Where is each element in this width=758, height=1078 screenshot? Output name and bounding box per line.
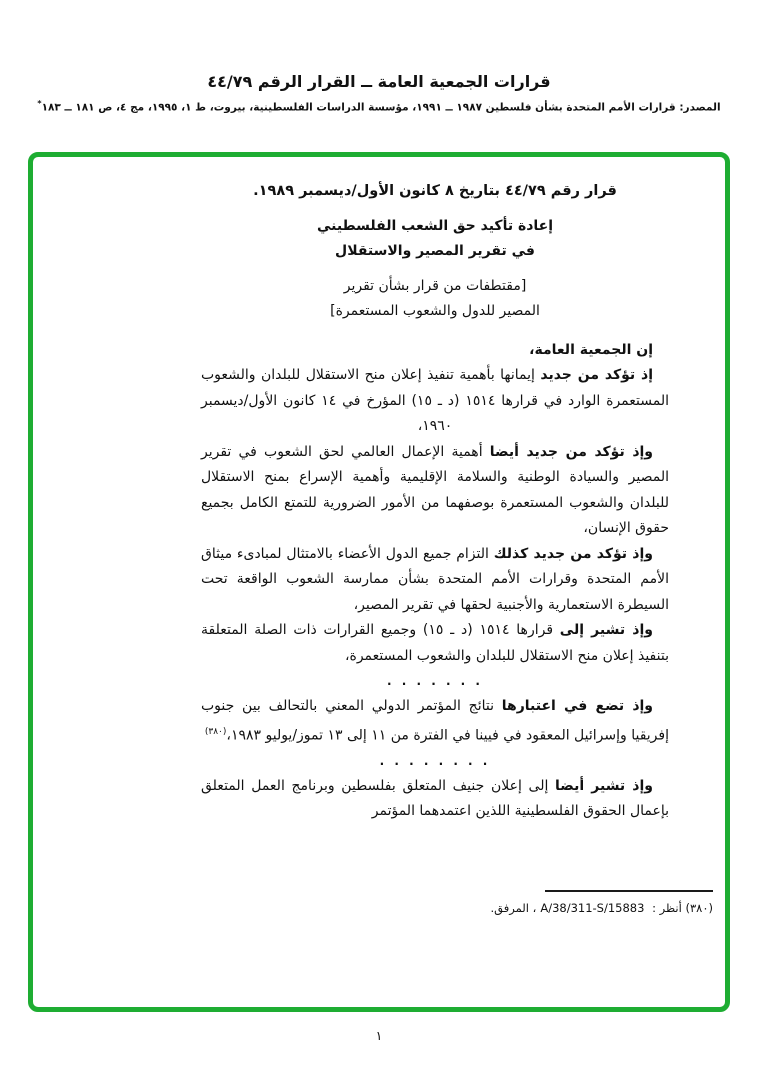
footnote-tail: ، المرفق.: [490, 901, 537, 915]
footnote-reference: (٣٨٠): [204, 726, 227, 737]
footnote-doc-symbol: A/38/311-S/15883: [540, 901, 645, 915]
paragraph-lead: وإذ تشير أيضا: [555, 777, 653, 794]
body-paragraph: [201, 363, 669, 440]
footnote-intro: أنظر :: [652, 901, 682, 915]
resolution-title-line1: إعادة تأكيد حق الشعب الفلسطيني: [316, 217, 554, 234]
ellipsis-row: . . . . . . . .: [379, 753, 491, 768]
paragraph-lead: إذ تؤكد من جديد: [540, 367, 654, 383]
paragraph-text: إيمانها بأهمية تنفيذ إعلان منح الاستقلال للبلدان والشعوب المستعمرة الوارد في قرارها ١٥١٤ (د ـ ١٥) المؤرخ في ١٤ كانون الأول/ديسمبر ١٩٦٠،: [201, 367, 669, 434]
header-title: قرارات الجمعية العامة ــ القرار الرقم ٤٤/٧٩: [207, 72, 551, 91]
bracket-note-line1: [مقتطفات من قرار بشأن تقرير: [343, 277, 527, 294]
header-source-line: [0, 99, 758, 114]
page-header: [0, 72, 758, 114]
resolution-border-box: [28, 152, 730, 1012]
body-paragraph: [201, 440, 669, 542]
page-number: ١: [375, 1028, 383, 1043]
paragraph-text: التزام جميع الدول الأعضاء بالامتثال لمبادىء ميثاق الأمم المتحدة وقرارات الأمم المتحدة بشأن ممارسة الشعوب الواقعة تحت السيطرة الاستعمارية والأجنبية لحقها في تقرير المصير،: [201, 545, 669, 613]
opening-line: إن الجمعية العامة،: [529, 341, 653, 358]
ellipsis-row: . . . . . . .: [387, 674, 483, 688]
header-source-text: المصدر: قرارات الأمم المتحدة بشأن فلسطين ١٩٨٧ ــ ١٩٩١، مؤسسة الدراسات الفلسطينية، بيروت، ط ١، ١٩٩٥، مج ٤، ص ١٨١ ــ ١٨٣: [41, 101, 721, 114]
body-paragraph: [201, 542, 669, 619]
paragraph-text: قرارها ١٥١٤ (د ـ ١٥) وجميع القرارات ذات الصلة المتعلقة بتنفيذ إعلان منح الاستقلال للبلدان والشعوب المستعمرة،: [201, 622, 669, 664]
paragraph-lead: وإذ تشير إلى: [559, 622, 653, 638]
footnote: [383, 901, 713, 915]
footnote-area: [383, 890, 713, 915]
footnote-label: (٣٨٠): [685, 901, 713, 915]
resolution-content: [33, 157, 725, 825]
resolution-number-line: قرار رقم ٤٤/٧٩ بتاريخ ٨ كانون الأول/ديسمبر ١٩٨٩.: [253, 183, 617, 199]
footnote-separator-rule: [545, 890, 713, 892]
paragraph-text: أهمية الإعمال العالمي لحق الشعوب في تقرير المصير والسيادة الوطنية والسلامة الإقليمية وأهمية الإسراع بمنح الاستقلال للبلدان والشعوب المستعمرة بوصفهما من الأمور الضرورية للتمتع الكامل بجميع حقوق الإنسان،: [201, 443, 669, 536]
source-note-mark: *: [37, 99, 42, 108]
resolution-title-line2: في تقرير المصير والاستقلال: [335, 243, 535, 259]
paragraph-lead: وإذ تضع في اعتبارها: [501, 698, 653, 714]
paragraph-text: نتائج المؤتمر الدولي المعني بالتحالف بين جنوب إفريقيا وإسرائيل المعقود في فيينا في الفترة من ١١ إلى ١٣ تموز/يوليو ١٩٨٣،: [201, 698, 669, 744]
body-paragraph: [201, 618, 669, 669]
bracket-note-line2: المصير للدول والشعوب المستعمرة]: [330, 303, 540, 319]
paragraph-lead: وإذ تؤكد من جديد كذلك: [493, 545, 653, 562]
paragraph-lead: وإذ تؤكد من جديد أيضا: [489, 443, 654, 460]
body-paragraph: [201, 774, 669, 825]
body-paragraph: [201, 694, 669, 749]
paragraph-text: إلى إعلان جنيف المتعلق بفلسطين وبرنامج العمل المتعلق بإعمال الحقوق الفلسطينية اللذين اعتمدهما المؤتمر: [201, 777, 669, 820]
